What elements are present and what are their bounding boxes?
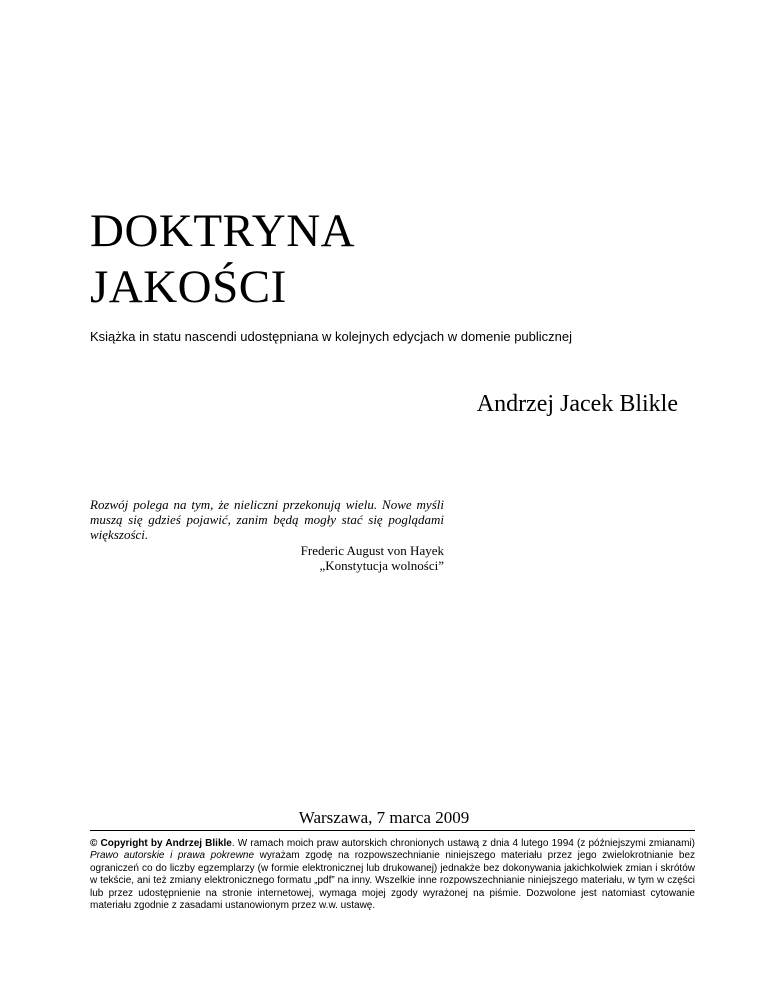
author-name: Andrzej Jacek Blikle [476,391,678,417]
horizontal-divider [90,830,695,831]
copyright-notice [90,838,695,912]
book-title [90,203,355,315]
copyright-text-part-2: wyrażam zgodę na rozpowszechnianie niniejszego materiału przez jego zwielokrotnianie bez ograniczeń co do liczby egzemplarzy (w formie elektronicznej lub drukowanej) jednakże bez dokonywania jakichkolwiek zmian i skrótów w tekście, ani też zmiany elektronicznego formatu „pdf” na inny. Wszelkie inne rozpowszechnianie niniejszego materiału, w tym w części lub przez udostępnienie na stronie internetowej, wymaga mojej zgody wyrażonej na piśmie. Dozwolone jest natomiast cytowanie materiału zgodnie z zasadami ustanowionym przez w.w. ustawę. [90,850,696,912]
copyright-act-name: Prawo autorskie i prawa pokrewne [90,850,255,862]
epigraph-quote: Rozwój polega na tym, że nieliczni przekonują wielu. Nowe myśli muszą się gdzieś pojawić, zanim będą mogły stać się poglądami większości. [90,497,444,542]
place-and-date: Warszawa, 7 marca 2009 [298,808,470,827]
book-subtitle: Książka in statu nascendi udostępniana w kolejnych edycjach w domenie publicznej [90,329,573,344]
book-title-line-1: DOKTRYNA [90,205,356,257]
copyright-text-part-1: . W ramach moich praw autorskich chronionych ustawą z dnia 4 lutego 1994 (z późniejszymi zmianami) [231,838,695,849]
epigraph-author: Frederic August von Hayek [300,543,444,558]
copyright-holder: © Copyright by Andrzej Blikle [90,838,232,849]
epigraph-source: „Konstytucja wolności” [319,558,444,573]
epigraph-attribution [90,543,444,573]
book-title-line-2: JAKOŚCI [90,261,287,313]
